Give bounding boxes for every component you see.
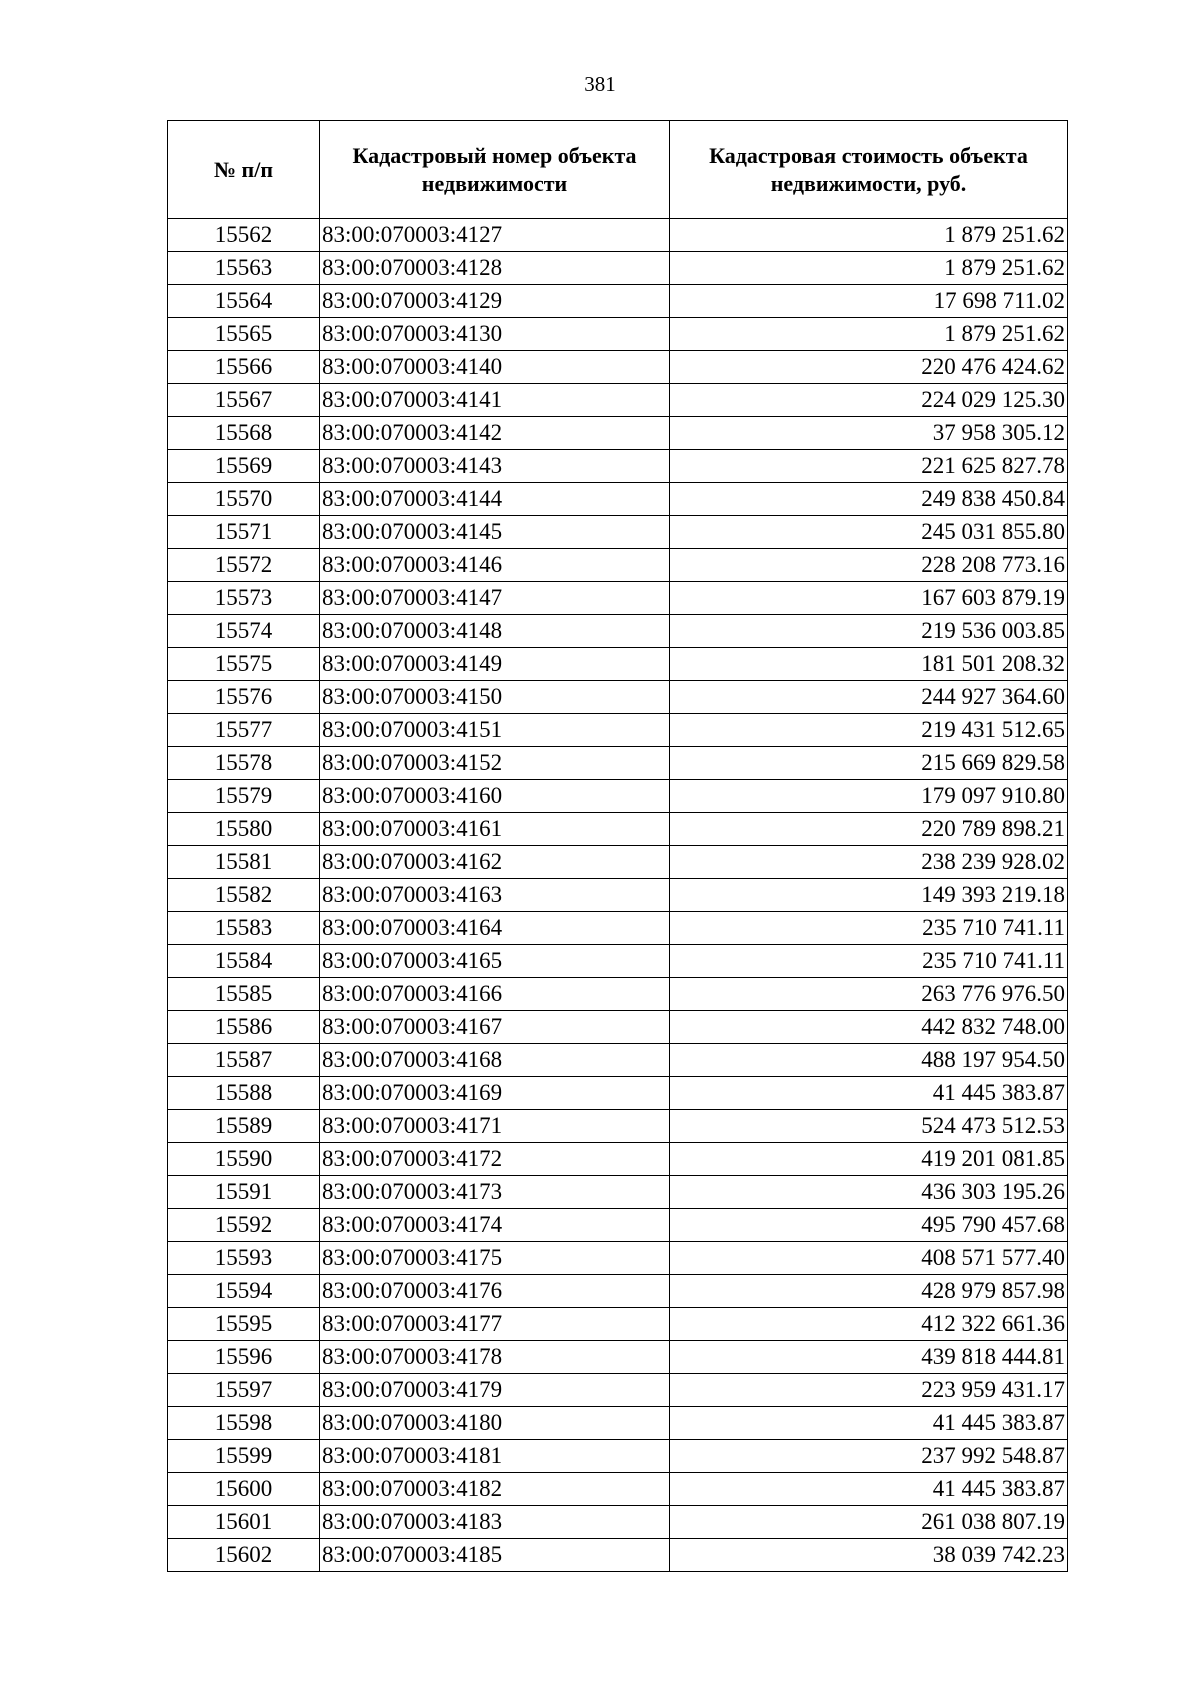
cadastral-value-cell: 37 958 305.12: [670, 417, 1068, 450]
cadastral-value-cell: 41 445 383.87: [670, 1473, 1068, 1506]
cadastral-value-cell: 149 393 219.18: [670, 879, 1068, 912]
cadastral-number-cell: 83:00:070003:4146: [320, 549, 670, 582]
table-row: [168, 846, 1068, 879]
cadastral-value-cell: 235 710 741.11: [670, 912, 1068, 945]
cadastral-number-cell: 83:00:070003:4161: [320, 813, 670, 846]
table-row: [168, 1077, 1068, 1110]
cadastral-value-cell: 263 776 976.50: [670, 978, 1068, 1011]
cadastral-value-cell: 224 029 125.30: [670, 384, 1068, 417]
cadastral-value-cell: 181 501 208.32: [670, 648, 1068, 681]
table-row: [168, 450, 1068, 483]
table-row: [168, 1011, 1068, 1044]
cadastral-value-cell: 412 322 661.36: [670, 1308, 1068, 1341]
cadastral-value-cell: 228 208 773.16: [670, 549, 1068, 582]
cadastral-number-cell: 83:00:070003:4179: [320, 1374, 670, 1407]
cadastral-value-cell: 261 038 807.19: [670, 1506, 1068, 1539]
row-number-cell: 15569: [168, 450, 320, 483]
row-number-cell: 15571: [168, 516, 320, 549]
row-number-cell: 15577: [168, 714, 320, 747]
cadastral-number-cell: 83:00:070003:4130: [320, 318, 670, 351]
row-number-cell: 15582: [168, 879, 320, 912]
table-row: [168, 1242, 1068, 1275]
cadastral-number-cell: 83:00:070003:4171: [320, 1110, 670, 1143]
table-row: [168, 714, 1068, 747]
cadastral-number-cell: 83:00:070003:4143: [320, 450, 670, 483]
row-number-cell: 15585: [168, 978, 320, 1011]
cadastral-number-cell: 83:00:070003:4178: [320, 1341, 670, 1374]
cadastral-number-cell: 83:00:070003:4165: [320, 945, 670, 978]
cadastral-value-cell: 249 838 450.84: [670, 483, 1068, 516]
cadastral-number-cell: 83:00:070003:4176: [320, 1275, 670, 1308]
cadastral-number-cell: 83:00:070003:4163: [320, 879, 670, 912]
cadastral-value-cell: 38 039 742.23: [670, 1539, 1068, 1572]
table-row: [168, 1110, 1068, 1143]
cadastral-value-cell: 1 879 251.62: [670, 252, 1068, 285]
cadastral-value-cell: 488 197 954.50: [670, 1044, 1068, 1077]
cadastral-value-cell: 223 959 431.17: [670, 1374, 1068, 1407]
table-row: [168, 252, 1068, 285]
table-row: [168, 351, 1068, 384]
table-row: [168, 879, 1068, 912]
table-row: [168, 285, 1068, 318]
cadastral-number-cell: 83:00:070003:4149: [320, 648, 670, 681]
row-number-cell: 15595: [168, 1308, 320, 1341]
row-number-cell: 15563: [168, 252, 320, 285]
cadastral-value-cell: 436 303 195.26: [670, 1176, 1068, 1209]
header-row: [168, 121, 1068, 219]
cadastral-number-cell: 83:00:070003:4162: [320, 846, 670, 879]
table-row: [168, 747, 1068, 780]
table-row: [168, 1539, 1068, 1572]
table-row: [168, 549, 1068, 582]
row-number-cell: 15572: [168, 549, 320, 582]
row-number-cell: 15578: [168, 747, 320, 780]
table-row: [168, 615, 1068, 648]
table-row: [168, 648, 1068, 681]
table-row: [168, 945, 1068, 978]
cadastral-number-cell: 83:00:070003:4182: [320, 1473, 670, 1506]
cadastral-number-cell: 83:00:070003:4148: [320, 615, 670, 648]
cadastral-value-cell: 244 927 364.60: [670, 681, 1068, 714]
cadastral-number-cell: 83:00:070003:4141: [320, 384, 670, 417]
cadastral-number-cell: 83:00:070003:4181: [320, 1440, 670, 1473]
row-number-cell: 15567: [168, 384, 320, 417]
table-row: [168, 1440, 1068, 1473]
row-number-cell: 15599: [168, 1440, 320, 1473]
table-body: [168, 219, 1068, 1572]
header-num: № п/п: [168, 121, 320, 219]
header-cadastral-value: Кадастровая стоимость объекта недвижимости, руб.: [670, 121, 1068, 219]
table-row: [168, 1374, 1068, 1407]
row-number-cell: 15591: [168, 1176, 320, 1209]
cadastral-number-cell: 83:00:070003:4175: [320, 1242, 670, 1275]
row-number-cell: 15583: [168, 912, 320, 945]
row-number-cell: 15584: [168, 945, 320, 978]
row-number-cell: 15580: [168, 813, 320, 846]
cadastral-value-cell: 245 031 855.80: [670, 516, 1068, 549]
cadastral-number-cell: 83:00:070003:4160: [320, 780, 670, 813]
cadastral-value-cell: 220 789 898.21: [670, 813, 1068, 846]
row-number-cell: 15594: [168, 1275, 320, 1308]
cadastral-value-cell: 219 536 003.85: [670, 615, 1068, 648]
cadastral-number-cell: 83:00:070003:4152: [320, 747, 670, 780]
cadastral-number-cell: 83:00:070003:4177: [320, 1308, 670, 1341]
cadastral-value-cell: 237 992 548.87: [670, 1440, 1068, 1473]
cadastral-value-cell: 219 431 512.65: [670, 714, 1068, 747]
table-row: [168, 1275, 1068, 1308]
row-number-cell: 15586: [168, 1011, 320, 1044]
table-row: [168, 516, 1068, 549]
cadastral-value-cell: 439 818 444.81: [670, 1341, 1068, 1374]
row-number-cell: 15576: [168, 681, 320, 714]
cadastral-number-cell: 83:00:070003:4183: [320, 1506, 670, 1539]
table-row: [168, 384, 1068, 417]
cadastral-value-cell: 524 473 512.53: [670, 1110, 1068, 1143]
row-number-cell: 15581: [168, 846, 320, 879]
cadastral-value-cell: 428 979 857.98: [670, 1275, 1068, 1308]
cadastral-value-cell: 215 669 829.58: [670, 747, 1068, 780]
cadastral-value-cell: 41 445 383.87: [670, 1407, 1068, 1440]
table-row: [168, 978, 1068, 1011]
row-number-cell: 15564: [168, 285, 320, 318]
cadastral-value-cell: 235 710 741.11: [670, 945, 1068, 978]
cadastral-number-cell: 83:00:070003:4164: [320, 912, 670, 945]
cadastral-number-cell: 83:00:070003:4128: [320, 252, 670, 285]
row-number-cell: 15589: [168, 1110, 320, 1143]
row-number-cell: 15562: [168, 219, 320, 252]
cadastral-value-cell: 17 698 711.02: [670, 285, 1068, 318]
row-number-cell: 15593: [168, 1242, 320, 1275]
cadastral-number-cell: 83:00:070003:4142: [320, 417, 670, 450]
table-row: [168, 813, 1068, 846]
cadastral-number-cell: 83:00:070003:4129: [320, 285, 670, 318]
cadastral-value-cell: 419 201 081.85: [670, 1143, 1068, 1176]
cadastral-number-cell: 83:00:070003:4173: [320, 1176, 670, 1209]
table-row: [168, 1044, 1068, 1077]
cadastral-number-cell: 83:00:070003:4127: [320, 219, 670, 252]
page-number: 381: [584, 72, 616, 96]
cadastral-value-cell: 220 476 424.62: [670, 351, 1068, 384]
row-number-cell: 15602: [168, 1539, 320, 1572]
row-number-cell: 15587: [168, 1044, 320, 1077]
cadastral-number-cell: 83:00:070003:4140: [320, 351, 670, 384]
cadastral-value-cell: 1 879 251.62: [670, 219, 1068, 252]
cadastral-number-cell: 83:00:070003:4169: [320, 1077, 670, 1110]
cadastral-value-cell: 167 603 879.19: [670, 582, 1068, 615]
cadastral-number-cell: 83:00:070003:4150: [320, 681, 670, 714]
row-number-cell: 15575: [168, 648, 320, 681]
row-number-cell: 15568: [168, 417, 320, 450]
cadastral-number-cell: 83:00:070003:4166: [320, 978, 670, 1011]
table-row: [168, 483, 1068, 516]
table-row: [168, 1407, 1068, 1440]
row-number-cell: 15590: [168, 1143, 320, 1176]
row-number-cell: 15596: [168, 1341, 320, 1374]
table-row: [168, 582, 1068, 615]
cadastral-value-cell: 221 625 827.78: [670, 450, 1068, 483]
row-number-cell: 15601: [168, 1506, 320, 1539]
row-number-cell: 15579: [168, 780, 320, 813]
cadastral-number-cell: 83:00:070003:4180: [320, 1407, 670, 1440]
row-number-cell: 15566: [168, 351, 320, 384]
table-row: [168, 417, 1068, 450]
row-number-cell: 15597: [168, 1374, 320, 1407]
table-row: [168, 1308, 1068, 1341]
table-row: [168, 1209, 1068, 1242]
cadastral-number-cell: 83:00:070003:4147: [320, 582, 670, 615]
table-row: [168, 1176, 1068, 1209]
cadastral-number-cell: 83:00:070003:4168: [320, 1044, 670, 1077]
row-number-cell: 15592: [168, 1209, 320, 1242]
cadastral-number-cell: 83:00:070003:4144: [320, 483, 670, 516]
table-row: [168, 1143, 1068, 1176]
row-number-cell: 15574: [168, 615, 320, 648]
table-row: [168, 912, 1068, 945]
cadastral-number-cell: 83:00:070003:4151: [320, 714, 670, 747]
header-cadastral-number: Кадастровый номер объекта недвижимости: [320, 121, 670, 219]
cadastral-value-cell: 238 239 928.02: [670, 846, 1068, 879]
cadastral-value-cell: 408 571 577.40: [670, 1242, 1068, 1275]
table-row: [168, 780, 1068, 813]
row-number-cell: 15600: [168, 1473, 320, 1506]
cadastral-number-cell: 83:00:070003:4172: [320, 1143, 670, 1176]
table-row: [168, 1473, 1068, 1506]
table-row: [168, 318, 1068, 351]
cadastral-value-cell: 179 097 910.80: [670, 780, 1068, 813]
cadastral-value-cell: 442 832 748.00: [670, 1011, 1068, 1044]
cadastral-number-cell: 83:00:070003:4185: [320, 1539, 670, 1572]
cadastral-number-cell: 83:00:070003:4167: [320, 1011, 670, 1044]
row-number-cell: 15588: [168, 1077, 320, 1110]
cadastral-value-cell: 1 879 251.62: [670, 318, 1068, 351]
row-number-cell: 15570: [168, 483, 320, 516]
row-number-cell: 15565: [168, 318, 320, 351]
table-row: [168, 681, 1068, 714]
cadastral-number-cell: 83:00:070003:4145: [320, 516, 670, 549]
table-header: [168, 121, 1068, 219]
table-row: [168, 1506, 1068, 1539]
cadastral-value-cell: 495 790 457.68: [670, 1209, 1068, 1242]
row-number-cell: 15598: [168, 1407, 320, 1440]
table-row: [168, 219, 1068, 252]
cadastral-value-cell: 41 445 383.87: [670, 1077, 1068, 1110]
cadastral-number-cell: 83:00:070003:4174: [320, 1209, 670, 1242]
table-row: [168, 1341, 1068, 1374]
cadastre-table: [167, 120, 1068, 1572]
row-number-cell: 15573: [168, 582, 320, 615]
